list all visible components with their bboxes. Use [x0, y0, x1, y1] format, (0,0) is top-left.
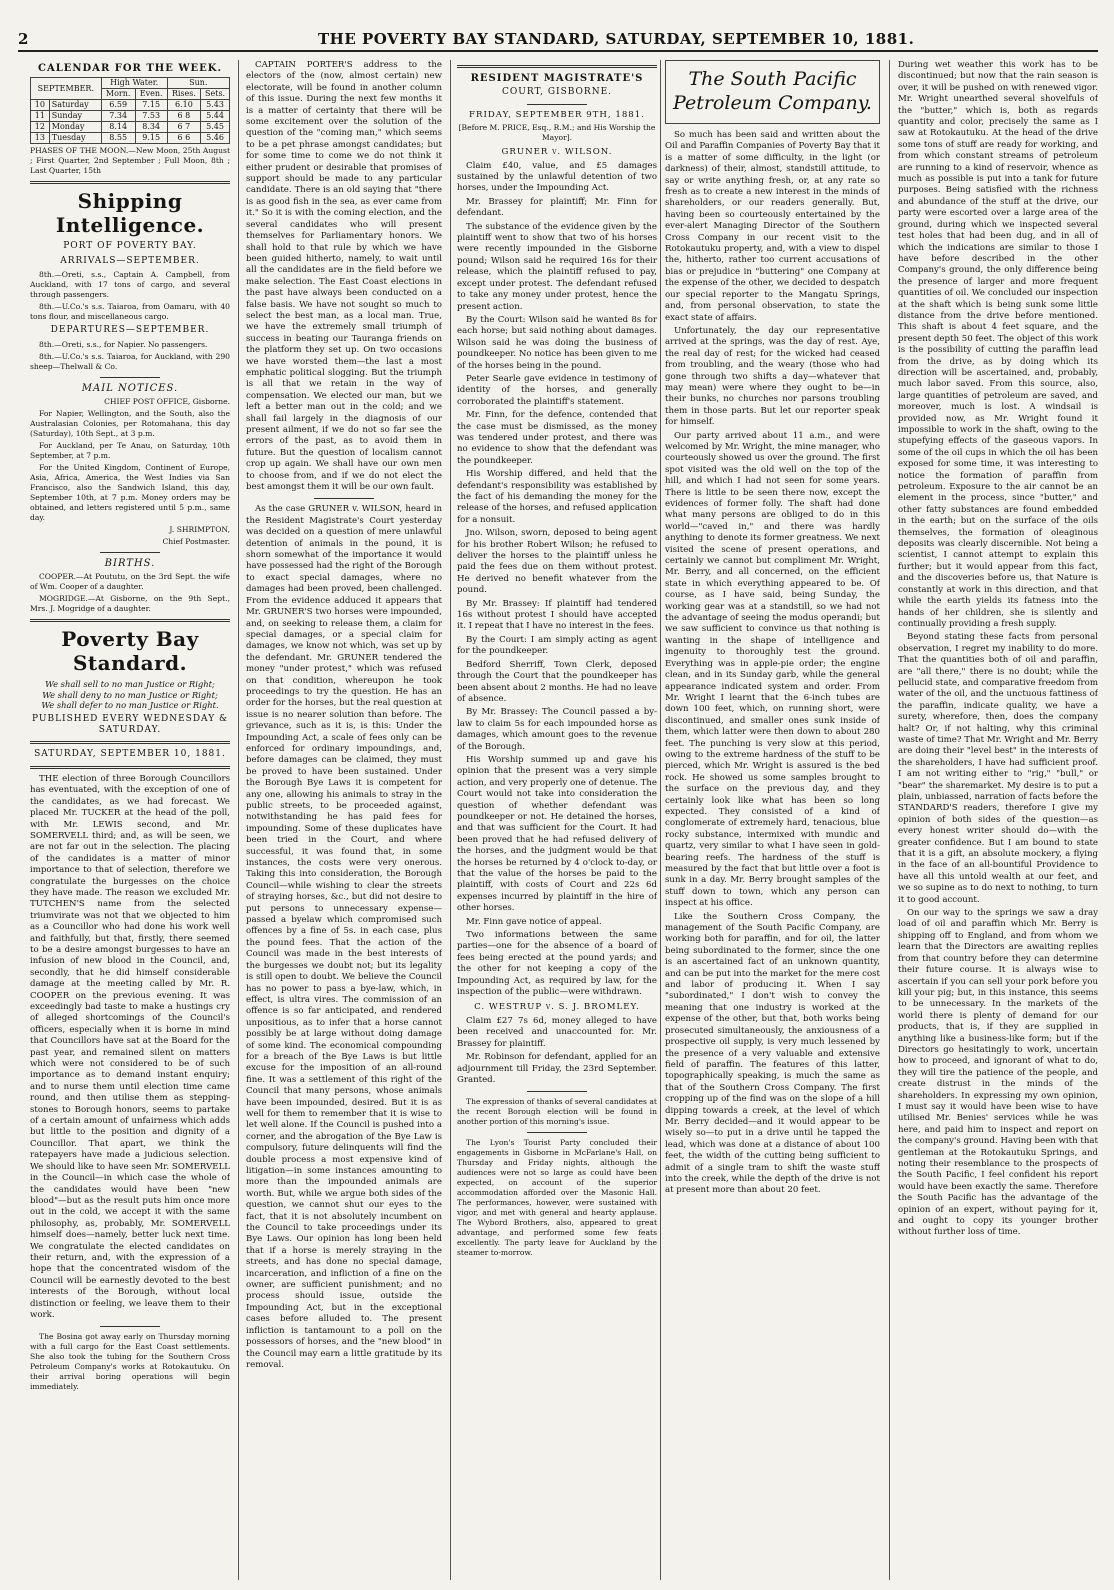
case-title: C. WESTRUP v. S. J. BROMLEY.	[474, 1002, 640, 1013]
standard-title: Poverty Bay Standard.	[61, 627, 199, 676]
page-number: 2	[18, 30, 29, 48]
issue-date: SATURDAY, SEPTEMBER 10, 1881.	[34, 749, 226, 760]
divider	[527, 104, 587, 105]
editorial-paragraph: The Bosina got away early on Thursday morning with a full cargo for the East Coast settlements. She also took the tubing for the Southern Cross Petroleum Company's works at Rotokautuku. On their arrival boring operations will begin immediately.	[30, 1332, 230, 1392]
calendar-table	[30, 77, 230, 144]
calendar-even-header: Even.	[135, 89, 167, 100]
court-paragraph: By Mr. Brassey: If plaintiff had tendered 16s without protest I should have accepted it. I repeat that I have no interest in the fees.	[457, 598, 657, 632]
divider	[527, 1132, 587, 1133]
calendar-day: 12	[31, 122, 50, 133]
court-before: [Before M. PRICE, Esq., R.M.; and His Worship the Mayor].	[458, 123, 656, 143]
shipping-heading: Shipping Intelligence.	[55, 189, 205, 238]
calendar-dayname: Sunday	[49, 111, 101, 122]
court-paragraph: By the Court: Wilson said he wanted 8s for each horse; but said nothing about damages. Wilson said he was doing the business of poundkeeper. No notice has been given to me of the horses being in the pound.	[457, 314, 657, 371]
petroleum-paragraph: Our party arrived about 11 a.m., and were welcomed by Mr. Wright, the mine manager, who courteously showed us over the ground. The first spot visited was the old well on the top of the hill, and which I had not seen for some years. There is little to be seen there now, except the evidences of former folly. The shaft had done what many persons are obliged to do in this world—"caved in," and there was hardly anything to denote its former greatness. We next visited the scene of present operations, and certainly we cannot but compliment Mr. Wright, Mr. Berry, and all concerned, on the efficient state in which everything appeared to be. Of course, as I have said, being Sunday, the working gear was at a standstill, so we had not the advantage of seeing the modus operandi; but we saw sufficient to convince us that nothing is wanting in the shape of intelligence and ingenuity to thoroughly test the ground. Everything was in apple-pie order; the engine clean, and in its Sunday garb, while the general appearance indicated system and order. From Mr. Wright I learnt that the 6-inch tubes are down 100 feet, which, on running short, were discontinued, and smaller ones sunk inside of them, which latter were then down to about 280 feet. The punching is very slow at this period, owing to the extreme hardness of the stuff to be pierced, which Mr. Wright is assured is the bed rock. He showed us some samples brought to the surface on the previous day, and they certainly look like what has been so long expected. They consisted of a kind of conglomerate of extremely hard, tenacious, blue rocky substance, intermixed with mundic and quartz, very similar to what I have seen in gold-bearing reefs. The hardness of the stuff is measured by the fact that but little over a foot is sunk in a day. Mr. Berry brought samples of the stuff down to town, which any person can inspect at his office.	[665, 430, 880, 909]
mail-notice: For Auckland, per Te Anau, on Saturday, 10th September, at 7 p.m.	[30, 441, 230, 461]
motto-line: We shall deny to no man Justice or Right;	[42, 689, 218, 700]
divider	[527, 1091, 587, 1092]
departure-item: 8th.—U.Co.'s s.s. Taiaroa, for Auckland, with 290 sheep—Thelwall & Co.	[30, 351, 230, 371]
column-1	[30, 60, 230, 1580]
column-5	[898, 60, 1098, 1580]
petroleum-paragraph: Unfortunately, the day our representative arrived at the springs, was the day of rest. Aye, the real day of rest; for the wicked had ceased from troubling, and the weary (those who had gone through two shifts a day—whatever that may mean) were where they ought to be—in their bunks, no churches nor parsons troubling them in those parts. But let our reporter speak for himself.	[665, 325, 880, 428]
divider	[30, 741, 230, 744]
divider	[30, 766, 230, 769]
calendar-row	[31, 133, 230, 144]
court-paragraph: Claim £40, value, and £5 damages sustained by the unlawful detention of two horses, under the Impounding Act.	[457, 160, 657, 194]
court-paragraph: Mr. Brassey for plaintiff; Mr. Finn for defendant.	[457, 196, 657, 219]
postmaster-name: J. SHRIMPTON,	[169, 525, 230, 535]
editorial-paragraph: THE election of three Borough Councillors has eventuated, with the exception of one of the candidates, as we had forecast. We placed Mr. TUCKER at the head of the poll, with Mr. LEWIS second, and Mr. SOMERVELL third; and, as will be seen, we are not far out in the selection. The placing of the candidates is a matter of minor importance to that of selection, therefore we congratulate the burgesses on the choice they have made. The reason we excluded Mr. TUTCHEN'S name from the selected triumvirate was not that we objected to him as a Councillor who had done his work well and faithfully, but that, firstly, there seemed to be a desire amongst burgesses to have an infusion of new blood in the Council, and, secondly, that he did himself considerable damage at the meeting called by Mr. R. COOPER on the previous evening. It was exceedingly bad taste to make a hustings cry of alleged shortcomings of the Council's officers, especially when it is borne in mind that Councillors have sat at the Board for the past year, and remained silent on matters which were not considered to be of such importance as to demand instant enquiry; and to nurse them until election time came round, and then utilise them as stepping-stones to Borough honors, seems to partake of a certain amount of unfairness which adds but little to the position and dignity of a Councillor. That apart, we think the ratepayers have made a judicious selection. We should like to have seen Mr. SOMERVELL in the Council—in which case the whole of the candidates would have been "new blood"—but as the result puts him once more out in the cold, we accept it with the same philosophy, as, probably, Mr. SOMERVELL himself does—namely, better luck next time. We congratulate the elected candidates on their return, and, with the expression of a hope that the concentrated wisdom of the Council will be earnestly devoted to the best interests of the Borough, without local distinction or feeling, we leave them to their work.	[30, 773, 230, 1320]
editorial-paragraph: As the case GRUNER v. WILSON, heard in the Resident Magistrate's Court yesterday was decided on a question of mere unlawful detention of animals in the pound, it is shorn somewhat of the importance it would have possessed had the right of the Borough to exact special damages, where no damages had been proved, been challenged. From the evidence adduced it appears that Mr. GRUNER'S two horses were impounded, and, on seeking to release them, a claim for special damages, or a special claim for damages, we know not which, was set up by the defendant. Mr. GRUNER tendered the money "under protest," which was refused on that condition, whereupon he took proceedings to try the question. He has an order for the horses, but the real question at issue is no nearer solution than before. The grievance, such as it is, is this: Under the Impounding Act, a scale of fees only can be enforced for ordinary impoundings, and, before damages can be claimed, they must be proved to have been sustained. Under the Borough Bye Laws it is competent for any one, allowing his animals to stray in the public streets, to be proceeded against, notwithstanding he has paid fees for impounding. Some of these duplicates have been tried in the Court, and where successful, it was found that, in some instances, the costs were very onerous. Taking this into consideration, the Borough Council—while wishing to clear the streets of straying horses, &c., but did not desire to put persons to unnecessary expense—passed a byelaw which compromised such offences by a fine of 5s. in each case, plus the pound fees. That the action of the Council was made in the best interests of the burgesses we doubt not; but its legality is still open to doubt. We believe the Council has no power to pass a bye-law, which, in effect, is ultra vires. The commission of an offence is so far anticipated, and rendered unpositious, as to infer that a horse cannot possibly be at large without doing damage of some kind. The economical compounding for a breach of the Bye Laws is but little excuse for the imposition of an all-round fine. It was a settlement of this right of the Council that many persons, whose animals have been impounded, desired. But it is as well for them to remember that it is wise to let well alone. If the Council is pushed into a corner, and the abrogation of the Bye Law is compulsory, future delinquents will find the double process a most expensive kind of litigation—in some instances amounting to more than the impounded animals are worth. But, while we argue both sides of the question, we cannot shut our eyes to the fact, that it is not absolutely incumbent on the Council to take proceedings under its Bye Laws. Our opinion has long been held that if a horse is merely straying in the streets, and has done no special damage, incarceration, and infliction of a fine on the owner, are sufficient punishment; and no process should issue, outside the Impounding Act, but in the exceptional cases before alluded to. The present infliction is tantamount to a poll on the possessors of horses, and the "new blood" in the Council may earn a little gratitude by its removal.	[246, 504, 442, 1370]
calendar-rises: 6 8	[167, 111, 200, 122]
court-paragraph: By Mr. Brassey: The Council passed a by-law to claim 5s for each impounded horse as damages, which amount goes to the revenue of the Borough.	[457, 707, 657, 752]
calendar-day: 13	[31, 133, 50, 144]
court-date: FRIDAY, SEPTEMBER 9TH, 1881.	[469, 109, 645, 120]
case-title: GRUNER v. WILSON.	[501, 147, 613, 158]
divider	[30, 181, 230, 184]
petroleum-title: The South Pacific Petroleum Company.	[665, 60, 880, 124]
birth-notice: COOPER.—At Poututu, on the 3rd Sept. the wife of Wm. Cooper of a daughter.	[30, 572, 230, 592]
calendar-rises: 6.10	[167, 100, 200, 111]
newspaper-title: THE POVERTY BAY STANDARD, SATURDAY, SEPTEMBER 10, 1881.	[318, 30, 915, 48]
calendar-dayname: Saturday	[49, 100, 101, 111]
court-subheading: COURT, GISBORNE.	[501, 87, 613, 98]
news-note: The expression of thanks of several candidates at the recent Borough election will be found in another portion of this morning's issue.	[457, 1097, 657, 1127]
arrivals-heading: ARRIVALS—SEPTEMBER.	[60, 255, 200, 266]
petroleum-paragraph: On our way to the springs we saw a dray load of oil and paraffin which Mr. Berry is shipping off to England, and from whom we learn that the Directors are awaiting replies from that country before they can determine their future course. It is always wise to ascertain if you can sell your pork before you kill your pig; but, in this instance, this seems to be unnecessary. In the markets of the world there is plenty of demand for our products, that is, if they are supplied in anything like a business-like form; but if the Directors go hesitatingly to work, uncertain how to proceed, and ignorant of what to do, they will tire the patience of the people, and create distrust in the minds of the shareholders. In expressing my own opinion, I must say it would have been wise to have utilised Mr. Benies' services while he was here, and paid him to inspect and report on the company's ground. Having been with that gentleman at the Rotokautuku Springs, and noting their resemblance to the prospects of the South Pacific, I feel confident his report would have been exactly the same. Therefore the South Pacific has the advantage of the opinion of an expert, without paying for it, and ought to copy its younger brother without further loss of time.	[898, 908, 1098, 1238]
birth-notice: MOGRIDGE.—At Gisborne, on the 9th Sept., Mrs. J. Mogridge of a daughter.	[30, 594, 230, 614]
post-office: CHIEF POST OFFICE, Gisborne.	[104, 397, 230, 407]
postmaster-title: Chief Postmaster.	[162, 537, 230, 547]
divider	[100, 1326, 160, 1327]
masthead	[18, 30, 1098, 52]
calendar-sun-header: Sun.	[167, 78, 229, 89]
port-heading: PORT OF POVERTY BAY.	[63, 241, 197, 252]
calendar-morn-header: Morn.	[101, 89, 135, 100]
calendar-sets-header: Sets.	[201, 89, 230, 100]
divider	[100, 377, 160, 378]
calendar-sets: 5.44	[201, 111, 230, 122]
calendar-morn: 6.59	[101, 100, 135, 111]
court-paragraph: Bedford Sherriff, Town Clerk, deposed through the Court that the poundkeeper has been absent about 2 months. He had no leave of absence.	[457, 659, 657, 704]
column-rule	[660, 60, 661, 1580]
column-rule	[238, 60, 239, 1580]
court-paragraph: Peter Searle gave evidence in testimony of identity of the horses, and generally corroborated the plaintiff's statement.	[457, 373, 657, 407]
court-paragraph: Two informations between the same parties—one for the absence of a board of fees being erected at the pound yards; and the other for not keeping a copy of the Impounding Act, as required by law, for the inspection of the public—were withdrawn.	[457, 930, 657, 998]
calendar-sets: 5.43	[201, 100, 230, 111]
calendar-even: 8.34	[135, 122, 167, 133]
calendar-day: 11	[31, 111, 50, 122]
calendar-rises: 6 7	[167, 122, 200, 133]
calendar-morn: 7.34	[101, 111, 135, 122]
calendar-row	[31, 111, 230, 122]
departure-item: 8th.—Oreti, s.s., for Napier. No passengers.	[39, 339, 208, 349]
divider	[314, 498, 374, 499]
news-note: The Lyon's Tourist Party concluded their engagements in Gisborne in McFarlane's Hall, on Thursday and Friday nights, although the audiences were not so large as could have been expected, on account of the superior accommodation afforded over the Masonic Hall. The performances, however, were sustained with vigor, and met with general and hearty applause. The Wybord Brothers, also, appeared to great advantage, and performed some few feats excellently. The party leave for Auckland by the steamer to-morrow.	[457, 1138, 657, 1258]
calendar-dayname: Tuesday	[49, 133, 101, 144]
court-paragraph: His Worship differed, and held that the defendant's responsibility was established by the fact of his demanding the money for the release of the horses, and refused application for a nonsuit.	[457, 469, 657, 525]
moon-phases: PHASES OF THE MOON.—New Moon, 25th August ; First Quarter, 2nd September ; Full Moon, 8th ; Last Quarter, 15th	[30, 146, 230, 176]
column-2	[246, 60, 442, 1580]
arrival-item: 8th.—Oreti, s.s., Captain A. Campbell, from Auckland, with 17 tons of cargo, and several through passengers.	[30, 270, 230, 300]
arrival-item: 8th.—U.Co.'s s.s. Taiaroa, from Oamaru, with 40 tons flour, and miscellaneous cargo.	[30, 302, 230, 322]
petroleum-paragraph: Beyond stating these facts from personal observation, I regret my inability to do more. That the quantities both of oil and paraffin, are "all there," there is no doubt; while the pellucid state, and comparative freedom from water of the oil, and the unctuous fattiness of the paraffin, indicate quality, we have a surety, wherefore, then, does the company halt? Or, if not halting, why this criminal waste of time? That Mr. Wright and Mr. Berry are doing their "level best" in the interests of the shareholders, I have had sufficient proof. I am not writing either to "rig," "bull," or "bear" the sharemarket. My desire is to put a plain, unbiassed, narration of facts before the STANDARD'S readers, therefore I give my opinion of both sides of the question—as every honest writer should do—with the greater confidence. But I am bound to state that it is a gift, an absolute mockery, a flying in the face of an all-bountiful Providence to have all this untold wealth at our feet, and we so supine as to do next to nothing, to turn it to good account.	[898, 632, 1098, 905]
calendar-row	[31, 100, 230, 111]
petroleum-paragraph: So much has been said and written about the Oil and Paraffin Companies of Poverty Bay that it is a matter of some difficulty, in the light (or darkness) of their, almost, standstill attitude, to say or write anything fresh, or, at any rate so fresh as to create a new interest in the minds of shareholders, or our readers generally. But, having been so courteously entertained by the ever-alert Managing Director of the Southern Cross Company in our recent visit to the Rotokautuku property, and, with a view to dispel the, hitherto, rather too current accusations of bias or prejudice in "buttering" one Company at the expense of the other, we decided to despatch our special reporter to the Mangatu Springs, and, from personal observation, to state the exact state of affairs.	[665, 130, 880, 323]
calendar-highwater-header: High Water.	[101, 78, 167, 89]
court-heading: RESIDENT MAGISTRATE'S	[470, 73, 644, 84]
motto-line: We shall sell to no man Justice or Right;	[45, 679, 215, 690]
column-rule	[450, 60, 451, 1580]
motto-line: We shall defer to no man Justice or Right.	[41, 700, 219, 711]
departures-heading: DEPARTURES—SEPTEMBER.	[50, 325, 210, 336]
calendar-morn: 8.14	[101, 122, 135, 133]
calendar-row	[31, 122, 230, 133]
mail-notice: For the United Kingdom, Continent of Europe, Asia, Africa, America, the West Indies via San Francisco, also the Sandwich Island, this day, September 10th, at 7 p.m. Money orders may be obtained, and letters registered until 5 p.m., same day.	[30, 463, 230, 523]
calendar-even: 7.15	[135, 100, 167, 111]
court-paragraph: By the Court: I am simply acting as agent for the poundkeeper.	[457, 634, 657, 657]
calendar-day: 10	[31, 100, 50, 111]
calendar-rises: 6 6	[167, 133, 200, 144]
calendar-morn: 8.55	[101, 133, 135, 144]
column-4	[665, 60, 880, 1580]
calendar-heading: CALENDAR FOR THE WEEK.	[38, 63, 222, 74]
court-paragraph: Mr. Finn gave notice of appeal.	[466, 916, 602, 927]
calendar-dayname: Monday	[49, 122, 101, 133]
petroleum-paragraph: During wet weather this work has to be discontinued; but now that the rain season is over, it will be pushed on with renewed vigor. Mr. Wright unearthed several shovelfuls of the "butter," which is, both as regards quantity and color, precisely the same as I saw at Rotokautuku. At the head of the drive some tons of stuff are ready for working, and from which constant streams of petroleum are running to a kind of reservoir, whence as much as possible is put into a tank for future purposes. Being satisfied with the richness and abundance of the stuff at the drive, our party were escorted over a large area of the ground, during which we inspected several test holes that had been dug, and in all of which the indications are similar to those I have before described in the other Company's ground, the only difference being the presence of larger and more frequent quantities of oil. We concluded our inspection at the shaft which is being sunk some little distance from the drive before mentioned. This shaft is about 4 feet square, and the present depth 50 feet. The object of this work is the possibility of cutting the paraffin lead from the drive, as by doing which its direction will be ascertained, and, probably, much labor saved. From this source, also, large quantities of petroleum are saved, and moreover, much is lost. A windsail is provided now, as Mr. Wright found it impossible to work in the shaft, owing to the stupefying effects of the gaseous vapors. In some of the oil cups in which the oil has been exposed for some time, it was interesting to notice the formation of paraffin from petroleum. Exposure to the air cannot be an element in the process, since "butter," and other fatty substances are found embedded in the earth; but on the surface of the oils themselves, the formation of oleaginous deposits was clearly discernible. Not being a scientist, I cannot attempt to explain this further; but it would appear from this fact, and the discoveries before us, that Nature is constantly at work in this direction, and that while the earth yields its fatness into the hands of her children, she is silently and continually providing a fresh supply.	[898, 60, 1098, 629]
court-paragraph: His Worship summed up and gave his opinion that the present was a very simple action, and very properly one of detenue. The Court would not take into consideration the question of whether defendant was poundkeeper or not. He detained the horses, and that was sufficient for the Court. It had been proved that he had refused delivery of the horses, and the judgment would be that the horses be returned by 4 o'clock to-day, or that the value of the horses be paid to the plaintiff, with costs of Court and 22s 6d expenses incurred by plaintiff in the hire of other horses.	[457, 754, 657, 914]
court-paragraph: Claim £27 7s 6d, money alleged to have been received and unaccounted for. Mr. Brassey for plaintiff.	[457, 1015, 657, 1049]
mail-heading: MAIL NOTICES.	[81, 382, 179, 394]
court-paragraph: Mr. Robinson for defendant, applied for an adjournment till Friday, the 23rd September. Granted.	[457, 1052, 657, 1085]
column-rule	[889, 60, 890, 1580]
petroleum-paragraph: Like the Southern Cross Company, the management of the South Pacific Company, are working both for paraffin, and for oil, the latter being subordinated to the former, since the one is an ascertained fact of an unknown quantity, and can be put into the market for the mere cost and labor of producing it. When I say "subordinated," I don't wish to convey the meaning that one industry is worked at the expense of the other, but that, both works being prosecuted simultaneously, the anxiousness of a prospective oil supply, is very much lessened by the presence of a very valuable and extensive field of paraffin. The features of this latter, topographically speaking, is much the same as that of the Southern Cross Company. The first cropping up of the find was on the slope of a hill dipping towards a creek, at the level of which Mr. Berry decided—and it would appear to be wisely so—to put in a drive until he tapped the lead, which was done at a distance of about 100 feet, the width of the cutting being sufficient to admit of a single tram to shift the waste stuff into the creek, while the depth of the drive is not at present more than about 20 feet.	[665, 911, 880, 1196]
calendar-even: 9.15	[135, 133, 167, 144]
births-heading: BIRTHS.	[104, 558, 156, 570]
divider	[30, 619, 230, 622]
editorial-paragraph: CAPTAIN PORTER'S address to the electors of the (now, almost certain) new electorate, will be found in another column of this issue. During the next few months it is a matter of certainty that there will be some excitement over the solution of the question of the "coming man," which seems to be a pet phrase amongst candidates; but for some time to come we do not think it either prudent or desirable that promises of support should be made to any particular candidate. There is an old saying that "there is as good fish in the sea, as ever came from it." So it is with the coming election, and the several candidates who will present themselves for Parliamentary honors. We shall hold to that rule by which we have been guided hitherto, namely, to wait until all the candidates are in the field before we make selection. The East Coast elections in the past have always been conducted on a false basis. We have not sought so much to select the best man, as a local man. True, we have the extremely small triumph of success in beating our Tauranga friends on the platform they set up. On two occasions we have worsted them—the last a most emphatic political slogging. But the triumph is all that we retain in the way of compensation. We elected our man, but we left a better man out in the cold; and we shall fail largely in the diagnosis of our present ailment, if we do not so far see the errors of the past, as to avoid them in future. But the question of localism cannot crop up again. We shall have our own men to choose from, and if we do not elect the best amongst them it will be our own fault.	[246, 60, 442, 493]
court-paragraph: Jno. Wilson, sworn, deposed to being agent for his brother Robert Wilson; he refused to deliver the horses to the plaintiff unless he paid the fees due on them without protest. He derived no benefit whatever from the pound.	[457, 528, 657, 596]
court-paragraph: The substance of the evidence given by the plaintiff went to show that two of his horses were recently impounded in the Gisborne pound; Wilson said he required 16s for their release, which the plaintiff refused to pay, except under protest. The defendant refused to take any money under protest, hence the present action.	[457, 221, 657, 312]
published-line: PUBLISHED EVERY WEDNESDAY & SATURDAY.	[31, 713, 229, 736]
divider	[100, 552, 160, 553]
calendar-even: 7.53	[135, 111, 167, 122]
calendar-sets: 5.46	[201, 133, 230, 144]
calendar-sets: 5.45	[201, 122, 230, 133]
calendar-month-header: SEPTEMBER.	[31, 78, 102, 100]
mail-notice: For Napier, Wellington, and the South, also the Australasian Colonies, per Rotomahana, this day (Saturday), 10th Sept., at 3 p.m.	[30, 409, 230, 439]
court-paragraph: Mr. Finn, for the defence, contended that the case must be dismissed, as the money was tendered under protest, and there was no evidence to show that the defendant was the poundkeeper.	[457, 410, 657, 466]
divider	[457, 65, 657, 68]
column-3	[457, 60, 657, 1580]
calendar-rises-header: Rises.	[167, 89, 200, 100]
